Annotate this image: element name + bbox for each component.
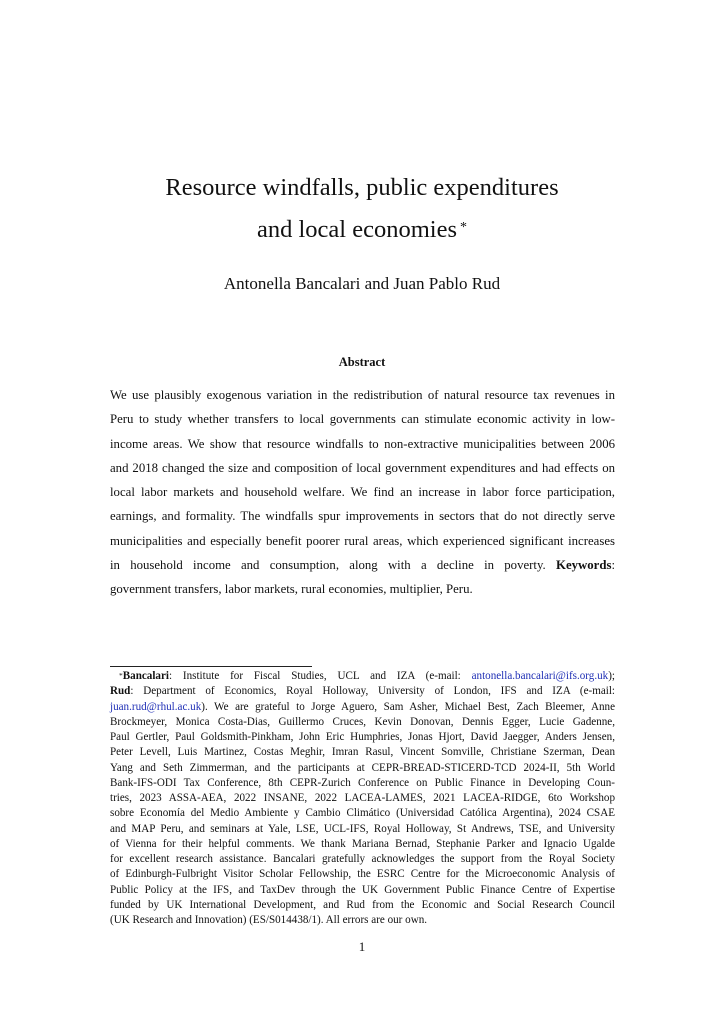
paper-title-line-2 — [60, 215, 664, 245]
paper-title-line-2-text: and local economies — [256, 216, 457, 243]
footnote-line: funded by UK International Development, and Rud from the Economic and Social Research Council — [110, 898, 615, 911]
footnote-line — [110, 669, 615, 684]
footnote-line: Peter Levell, Luis Martinez, Costas Meghir, Imran Rasul, Vincent Somville, Christiane Szerman, Dean — [110, 746, 615, 759]
footnote-line: Public Policy at the IFS, and TaxDev through the UK Government Public Finance Centre of Expertise — [110, 883, 615, 896]
footnote-line: Brockmeyer, Monica Costa-Dias, Guillermo Cruces, Kevin Donovan, Dennis Egger, Lucie Gadenne, — [110, 715, 615, 728]
footnote-line: (UK Research and Innovation) (ES/S014438/1). All errors are our own. — [110, 914, 428, 926]
footnote — [110, 669, 615, 928]
email-link-bancalari[interactable]: antonella.bancalari@ifs.org.uk — [471, 670, 609, 682]
footnote-line: Yang and Seth Zimmerman, and the participants at CEPR-BREAD-STICERD-TCD 2024-II, 5th World — [110, 761, 615, 774]
abstract-line: municipalities and especially benefit poorer rural areas, which experienced significant increases — [110, 533, 615, 548]
footnote-affiliation-2: : Department of Economics, Royal Holloway, University of London, IFS and IZA (e-mail: — [130, 685, 615, 698]
footnote-line — [110, 684, 615, 699]
abstract-line: income areas. We show that resource windfalls to non-extractive municipalities between 2006 — [110, 436, 615, 451]
abstract-heading: Abstract — [338, 355, 386, 369]
keywords-list: government transfers, labor markets, rural economies, multiplier, Peru. — [110, 582, 473, 597]
keywords-colon: : — [611, 558, 615, 573]
email-link-rud[interactable]: juan.rud@rhul.ac.uk — [110, 700, 202, 713]
footnote-mark: * — [119, 671, 123, 680]
footnote-punct: ); — [608, 670, 615, 682]
footnote-line: of Edinburgh-Fulbright Visitor Scholar Fellowship, the ESRC Centre for the Microeconomic Analysis of — [110, 868, 615, 881]
footnote-author-2: Rud — [110, 685, 131, 698]
paper-title-line-1: Resource windfalls, public expenditures — [165, 174, 559, 201]
footnote-line: and MAP Peru, and seminars at Yale, LSE, UCL-IFS, Royal Holloway, St Andrews, TSE, and University — [110, 822, 615, 835]
footnote-line: Paul Gertler, Paul Goldsmith-Pinkham, John Eric Humphries, Jonas Hjort, David Jaegger, Anders Jensen, — [110, 731, 615, 743]
abstract-line-text: in household income and consumption, along with a decline in poverty. — [110, 558, 546, 573]
footnote-line: Bank-IFS-ODI Tax Conference, 8th CEPR-Zurich Conference on Public Finance in Developing Coun- — [110, 776, 615, 789]
abstract-line: and 2018 changed the size and composition of local government expenditures and had effects on — [110, 460, 615, 475]
abstract-line: Peru to study whether transfers to local governments can stimulate economic activity in low- — [110, 412, 615, 427]
footnote-line: sobre Economía del Medio Ambiente y Cambio Climático (Universidad Católica Argentina), 2024 CSAE — [110, 807, 615, 820]
keywords-label: Keywords — [555, 558, 612, 573]
abstract-line: local labor markets and household welfare. We find an increase in labor force participation, — [110, 485, 615, 500]
footnote-affiliation-1: : Institute for Fiscal Studies, UCL and IZA (e-mail: — [168, 670, 472, 682]
page-number: 1 — [358, 939, 366, 954]
footnote-line — [110, 700, 615, 715]
footnote-acknowledgement: ). We are grateful to Jorge Aguero, Sam Asher, Michael Best, Zach Bleemer, Anne — [201, 700, 615, 713]
authors: Antonella Bancalari and Juan Pablo Rud — [223, 274, 501, 293]
footnote-author-1: Bancalari — [122, 670, 169, 682]
abstract-line: We use plausibly exogenous variation in the redistribution of natural resource tax revenues in — [110, 388, 615, 402]
footnote-line: for excellent research assistance. Bancalari gratefully acknowledges the support from the Royal Society — [110, 853, 615, 865]
footnote-line: tries, 2023 ASSA-AEA, 2022 INSANE, 2022 LACEA-LAMES, 2021 LACEA-RIDGE, 6to Workshop — [110, 792, 615, 804]
footnote-rule — [110, 666, 312, 667]
abstract-line: earnings, and formality. The windfalls spur improvements in sectors that do not directly serve — [110, 509, 615, 524]
footnote-line: of Vienna for their helpful comments. We thank Mariana Bernad, Stephanie Parker and Ignacio Ugalde — [110, 837, 615, 850]
abstract-body — [110, 383, 615, 602]
abstract-line — [110, 553, 615, 577]
title-footnote-mark[interactable]: * — [460, 220, 467, 235]
